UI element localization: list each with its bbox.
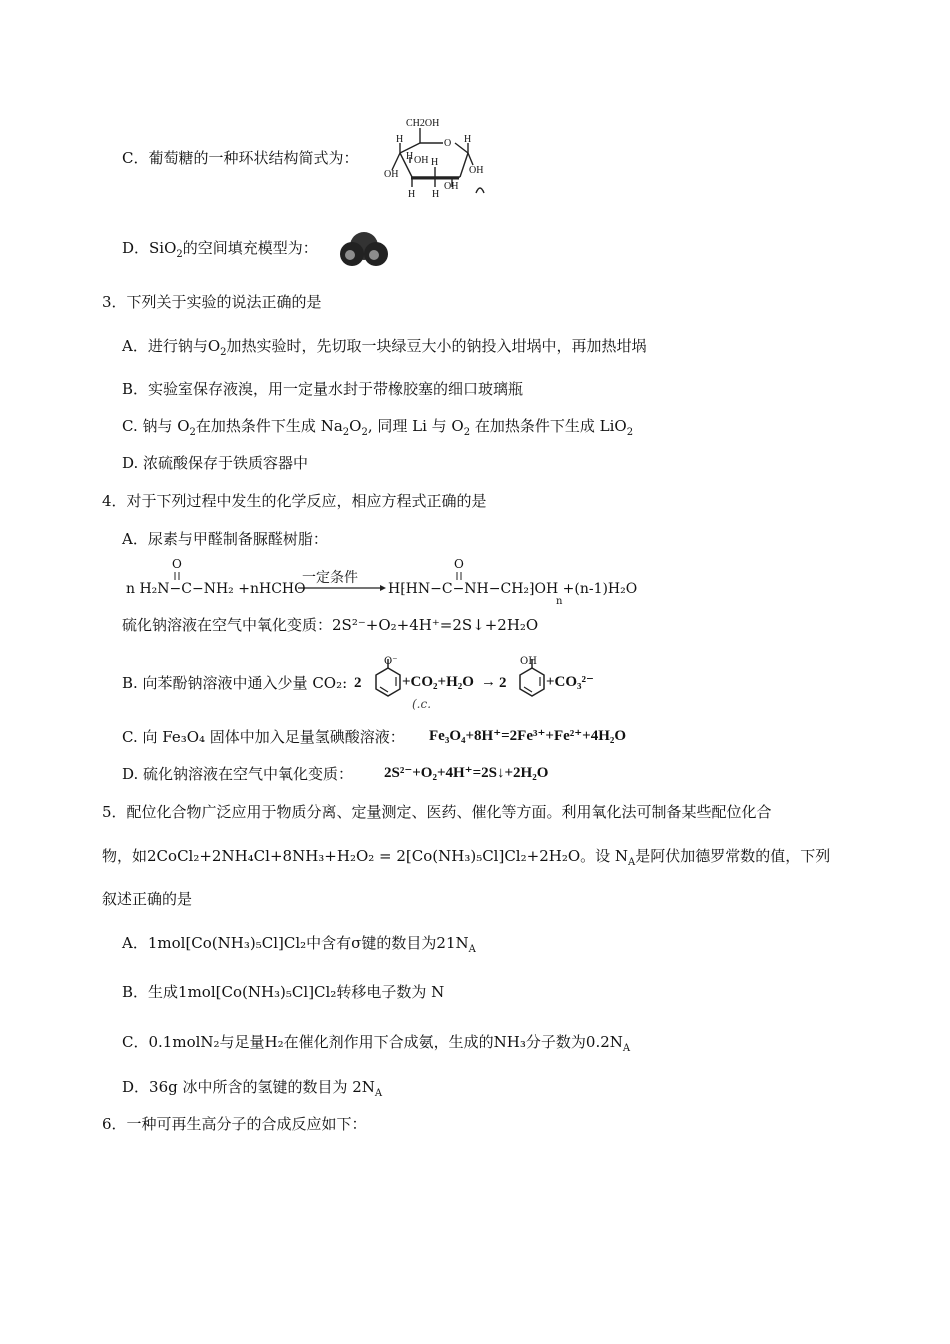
q4-b-coef-1: 2	[354, 675, 362, 691]
q5-c-value: 0.2N	[585, 1033, 623, 1051]
q5-b-equation: 1mol[Co(NH₃)₅Cl]Cl₂	[178, 983, 337, 1001]
q5-c-mid2: 在催化剂作用下合成氨，生成的	[283, 1033, 494, 1051]
q2-option-c-text: C．葡萄糖的一种环状结构简式为：	[122, 149, 359, 167]
q3-a-sub: 2	[220, 347, 227, 358]
glucose-label-oh: OH	[384, 169, 399, 180]
q3-c-text-2: 在加热条件下生成 Na	[195, 417, 343, 435]
q5-b-pre: B．生成	[122, 983, 179, 1001]
q5-a-post: 中含有σ键的数目为	[306, 934, 437, 952]
q5-c-mid3: 分子数为	[525, 1033, 586, 1051]
glucose-label-h: H	[432, 189, 440, 200]
q3-c-sub-2: 2	[342, 427, 350, 438]
glucose-label-o: O	[444, 138, 452, 149]
q4-eq-right: H⁅HN−C−NH−CH₂⁆OH +(n-1)H₂O	[388, 581, 638, 597]
glucose-label-oh: OH	[444, 181, 459, 192]
q5-option-b	[122, 982, 444, 1002]
glucose-label-oh: OH	[469, 165, 484, 176]
q4-eq-left: n H₂N−C−NH₂ +nHCHO	[126, 581, 306, 597]
q4-b-coef-2: 2	[499, 675, 507, 691]
q4-option-d: D. 硫化钠溶液在空气中氧化变质：	[122, 765, 354, 783]
q4-option-a-line2	[122, 615, 538, 635]
q5-stem2-end: 是阿伏加德罗常数的值，下列	[635, 847, 831, 865]
q4-option-a: A．尿素与甲醛制备脲醛树脂：	[122, 530, 328, 548]
q4-a2-equation: 2S²⁻+O₂+4H⁺=2S↓+2H₂O	[332, 616, 539, 634]
q3-c-sub-3: 2	[361, 427, 368, 438]
q2-d-text-1: D．SiO	[122, 239, 177, 257]
glucose-label-h: H	[408, 189, 416, 200]
q3-c-sub-5: 2	[626, 427, 634, 438]
q4-a2-text: 硫化钠溶液在空气中氧化变质：	[122, 616, 333, 634]
q5-c-mid1: 与足量	[219, 1033, 265, 1051]
eq-carbonyl-o-2: O	[454, 557, 464, 571]
q4-b-oh: OH	[520, 656, 537, 667]
q5-c-eq2: H₂	[264, 1033, 284, 1051]
q3-option-b: B．实验室保存液溴，用一定量水封于带橡胶塞的细口玻璃瓶	[122, 380, 524, 398]
q3-option-d: D. 浓硫酸保存于铁质容器中	[122, 454, 309, 472]
q3-c-text-4: , 同理 Li 与 O	[367, 417, 464, 435]
q5-stem-line3: 叙述正确的是	[102, 890, 193, 908]
q5-c-pre: C．	[122, 1033, 149, 1051]
glucose-label-h: H	[431, 157, 439, 168]
q3-a-text-1: A．进行钠与O	[122, 337, 221, 355]
q5-a-pre: A．	[122, 934, 148, 952]
q5-c-sub: A	[622, 1043, 631, 1054]
q5-stem2-sub: A	[628, 857, 636, 868]
q3-c-sub-4: 2	[463, 427, 471, 438]
q5-a-value: 21N	[436, 934, 469, 952]
glucose-label-h: H	[396, 134, 404, 145]
glucose-label-h: H	[464, 134, 472, 145]
q4-option-d-equation: 2S²⁻+O₂+4H⁺=2S↓+2H₂O	[384, 765, 549, 781]
q5-option-c	[122, 1032, 630, 1059]
q4-b-arrow: →	[481, 674, 496, 690]
q6-stem: 6．一种可再生高分子的合成反应如下：	[102, 1115, 367, 1133]
glucose-label-h: H	[406, 151, 414, 162]
q5-stem-line1: 5．配位化合物广泛应用于物质分离、定量测定、医药、催化等方面。利用氧化法可制备某些配位化合	[102, 803, 772, 821]
q4-b-eq-1: +CO₂+H₂O	[402, 674, 474, 690]
q4-eq-condition: 一定条件	[302, 570, 358, 586]
q3-c-sub-1: 2	[189, 427, 196, 438]
q4-option-c-equation: Fe₃O₄+8H⁺=2Fe³⁺+Fe²⁺+4H₂O	[429, 728, 627, 744]
q5-c-eq3: NH₃	[493, 1033, 526, 1051]
q4-b-eq-2: +CO₃²⁻	[546, 674, 594, 690]
q2-d-text-2: 的空间填充模型为：	[182, 239, 318, 257]
eq-carbonyl-o-1: O	[172, 557, 182, 571]
q5-option-a	[122, 933, 476, 960]
q5-stem2-pre: 物，如	[102, 847, 148, 865]
q4-b-o-minus: O⁻	[384, 656, 398, 667]
q5-d-sub: A	[374, 1088, 383, 1099]
q5-c-eq1: 0.1molN₂	[148, 1033, 220, 1051]
q4-option-b: B. 向苯酚钠溶液中通入少量 CO₂:	[122, 674, 348, 692]
glucose-label-oh: OH	[414, 155, 429, 166]
q3-stem: 3．下列关于实验的说法正确的是	[102, 293, 322, 311]
q4-option-c: C. 向 Fe₃O₄ 固体中加入足量氢碘酸溶液：	[122, 728, 405, 746]
q4-eq-n: n	[556, 596, 563, 607]
eq-double-bonds	[0, 0, 950, 600]
q3-a-text-2: 加热实验时，先切取一块绿豆大小的钠投入坩埚中，再加热坩埚	[226, 337, 647, 355]
q3-c-text-3: O	[349, 417, 362, 435]
q5-b-post: 转移电子数为 N	[336, 983, 445, 1001]
q4-stem: 4．对于下列过程中发生的化学反应，相应方程式正确的是	[102, 492, 487, 510]
q3-c-text-5: 在加热条件下生成 LiO	[470, 417, 627, 435]
q5-stem-line2	[102, 846, 830, 873]
q5-option-d	[122, 1077, 382, 1104]
q4-b-handwritten-note: (.c.	[412, 697, 432, 711]
q5-stem2-equation: 2CoCl₂+2NH₄Cl+8NH₃+H₂O₂ = 2[Co(NH₃)₅Cl]Cl₂+2H₂O	[147, 847, 581, 865]
q5-a-sub: A	[468, 944, 476, 955]
q5-d-text: D．36g 冰中所含的氢键的数目为 2N	[122, 1078, 375, 1096]
q5-a-equation: 1mol[Co(NH₃)₅Cl]Cl₂	[147, 934, 307, 952]
glucose-label-ch2oh: CH2OH	[406, 118, 440, 129]
q3-c-text-1: C. 钠与 O	[122, 417, 190, 435]
q2-d-sub: 2	[176, 249, 183, 260]
q5-stem2-post: 。设 N	[580, 847, 629, 865]
